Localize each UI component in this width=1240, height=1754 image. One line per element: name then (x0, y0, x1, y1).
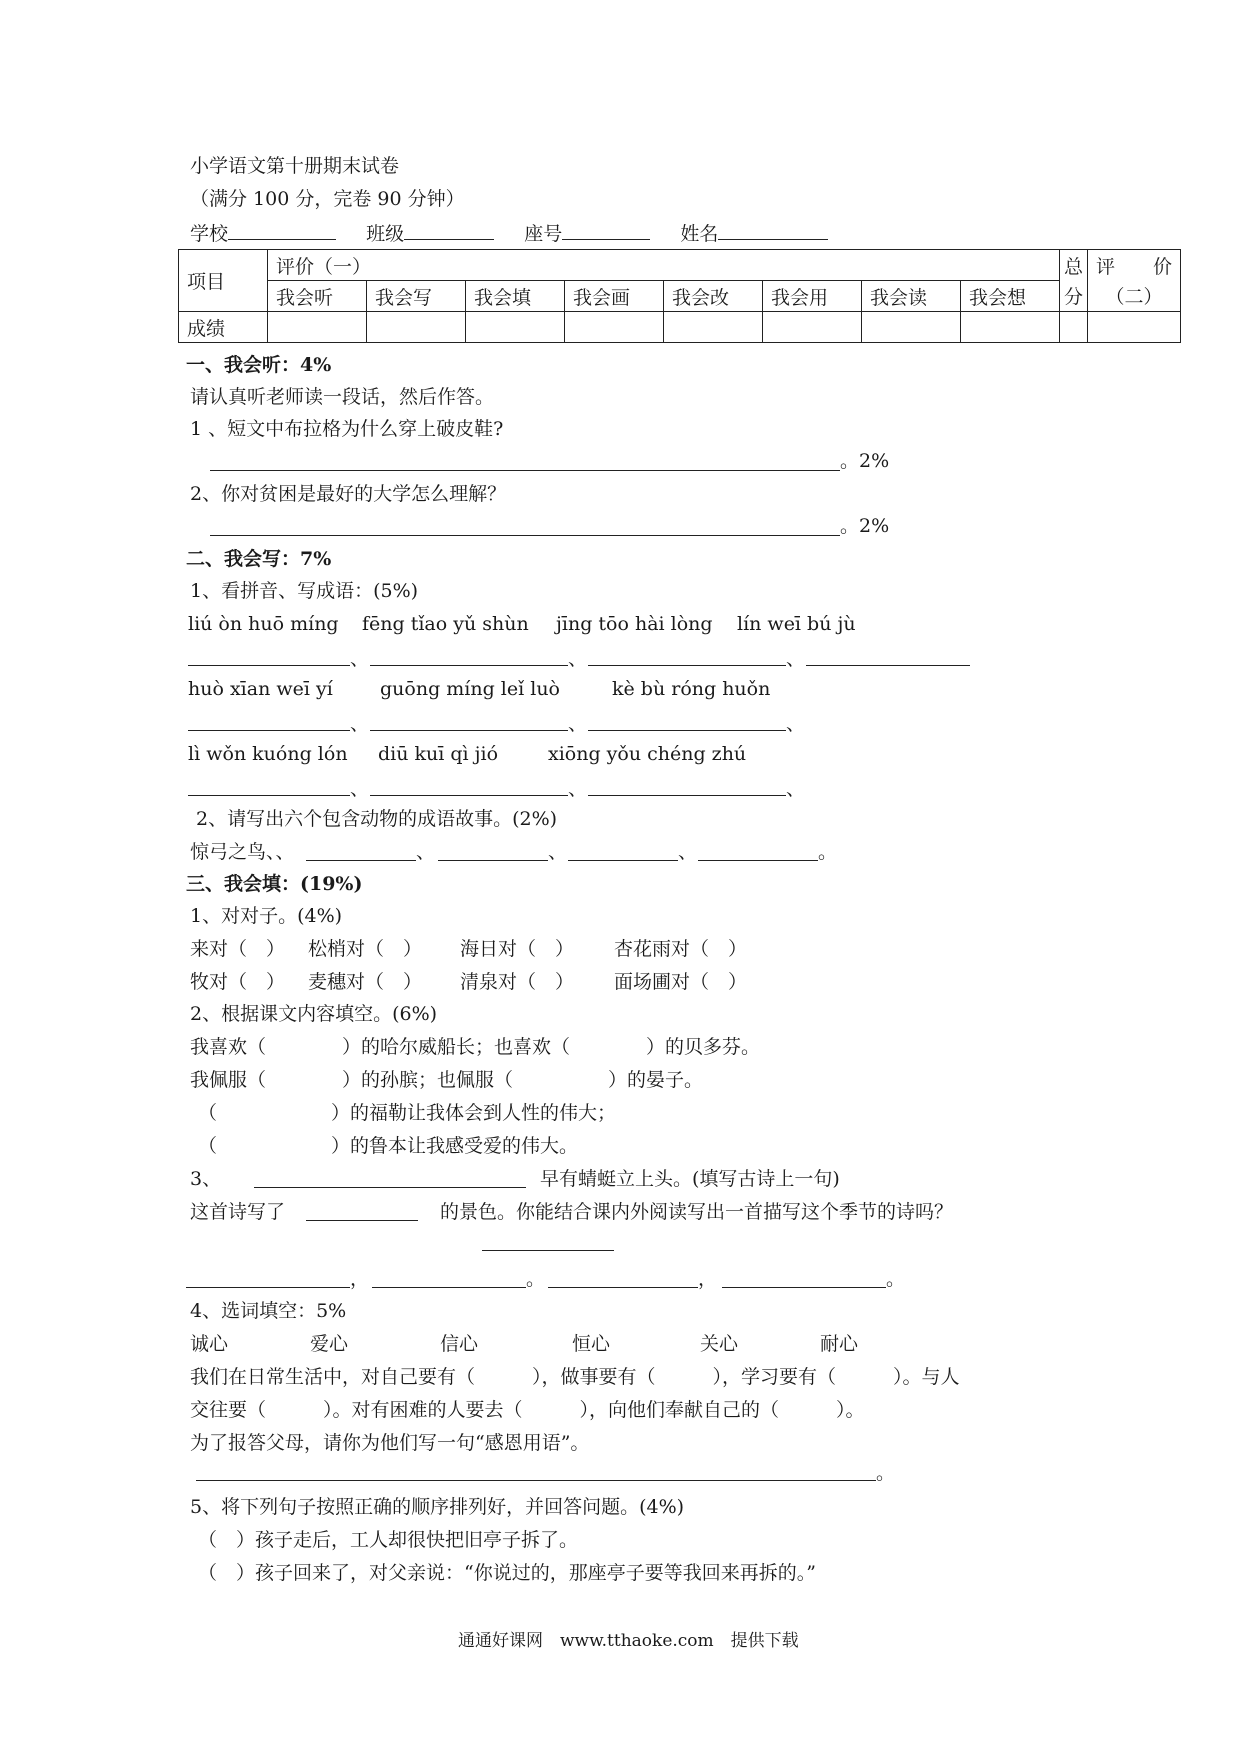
score-label: 成绩 (179, 312, 268, 343)
punctuation: 。 (526, 1268, 546, 1290)
answer-line[interactable] (210, 535, 840, 536)
name-field[interactable] (718, 219, 828, 240)
section3-q2: 2、根据课文内容填空。(6%) (190, 1003, 438, 1025)
category-cell: 我会改 (664, 281, 763, 312)
answer-line[interactable] (568, 860, 678, 861)
q4-line: 为了报答父母，请你为他们写一句“感恩用语”。 (190, 1432, 590, 1454)
section1-intro: 请认真听老师读一段话，然后作答。 (190, 386, 495, 408)
separator: 、 (568, 778, 588, 800)
q4-line: 我们在日常生活中，对自己要有（ ），做事要有（ ），学习要有（ ）。与人 (190, 1366, 960, 1388)
section3-q3-num: 3、 (190, 1168, 222, 1190)
separator: 、 (786, 648, 806, 670)
word-choice: 信心 (440, 1333, 479, 1355)
answer-line[interactable] (806, 665, 970, 666)
separator: 、 (568, 713, 588, 735)
section2-heading: 二、我会写：7% (186, 548, 332, 570)
answer-line[interactable] (196, 1480, 876, 1481)
word-choice: 耐心 (820, 1333, 859, 1355)
section3-heading: 三、我会填：(19%) (186, 873, 363, 895)
separator: 、 (568, 648, 588, 670)
item-header: 项目 (179, 250, 268, 312)
pinyin-item: liú òn huō míng (188, 613, 339, 635)
answer-line[interactable] (588, 665, 786, 666)
pinyin-item: kè bù róng huǒn (612, 678, 771, 700)
section3-q5: 5、将下列句子按照正确的顺序排列好，并回答问题。(4%) (190, 1496, 685, 1518)
eval2-header-top: 评 价 (1088, 250, 1181, 281)
couplet-item: 松梢对（ ） (308, 938, 423, 960)
separator: 、 (350, 778, 370, 800)
couplet-item: 杏花雨对（ ） (614, 938, 748, 960)
answer-line[interactable] (254, 1187, 526, 1188)
punctuation: ， (698, 1268, 718, 1290)
pinyin-item: huò xīan weī yí (188, 678, 333, 700)
pinyin-item: xiōng yǒu chéng zhú (548, 743, 747, 765)
pinyin-item: lín weī bú jù (737, 613, 856, 635)
eval2-header-bottom: （二） (1088, 281, 1181, 312)
answer-line[interactable] (306, 1220, 418, 1221)
separator: 、 (350, 648, 370, 670)
answer-line[interactable] (548, 1287, 698, 1288)
separator: 、 (548, 841, 568, 863)
school-label: 学校 (190, 223, 229, 245)
order-line: （ ）孩子走后，工人却很快把旧亭子拆了。 (198, 1529, 579, 1551)
section1-heading: 一、我会听：4% (186, 354, 332, 376)
pinyin-item: guōng míng leǐ luò (380, 678, 560, 700)
category-cell: 我会读 (862, 281, 961, 312)
score-cell[interactable] (763, 312, 862, 343)
eval2-score-cell[interactable] (1088, 312, 1181, 343)
punctuation: 。 (886, 1268, 906, 1290)
word-choice: 恒心 (572, 1333, 611, 1355)
section2-q2-end: 。 (818, 841, 838, 863)
seat-label: 座号 (524, 223, 563, 245)
answer-line[interactable] (698, 860, 818, 861)
section2-q2: 2、请写出六个包含动物的成语故事。(2%) (196, 808, 558, 830)
footer-text: 通通好课网 www.tthaoke.com 提供下载 (458, 1631, 799, 1651)
answer-line[interactable] (372, 1287, 526, 1288)
couplet-item: 海日对（ ） (460, 938, 575, 960)
category-cell: 我会用 (763, 281, 862, 312)
score-cell[interactable] (466, 312, 565, 343)
student-info-row (190, 219, 828, 247)
category-cell: 我会想 (961, 281, 1060, 312)
answer-line[interactable] (438, 860, 548, 861)
punctuation: ， (350, 1268, 370, 1290)
separator: 、 (786, 778, 806, 800)
score-cell[interactable] (268, 312, 367, 343)
section3-q3-line2b: 的景色。你能结合课内外阅读写出一首描写这个季节的诗吗？ (440, 1201, 954, 1223)
answer-line[interactable] (186, 1287, 350, 1288)
pinyin-item: fēng tǐao yǔ shùn (362, 613, 529, 635)
category-cell: 我会填 (466, 281, 565, 312)
section2-q2-start: 惊弓之鸟、、 (190, 841, 295, 863)
name-label: 姓名 (680, 223, 719, 245)
total-header-top: 总 (1060, 250, 1088, 281)
section1-q2-score: 。2% (840, 515, 890, 537)
total-header-bottom: 分 (1060, 281, 1088, 312)
answer-line[interactable] (370, 730, 568, 731)
score-cell[interactable] (565, 312, 664, 343)
separator: 、 (416, 841, 436, 863)
score-cell[interactable] (664, 312, 763, 343)
fill-line: （ ）的鲁本让我感受爱的伟大。 (198, 1135, 579, 1157)
q4-line: 交往要（ ）。对有困难的人要去（ ），向他们奉献自己的（ ）。 (190, 1399, 865, 1421)
class-field[interactable] (404, 219, 494, 240)
punctuation: 。 (876, 1462, 896, 1484)
answer-line[interactable] (210, 470, 840, 471)
fill-line: 我佩服（ ）的孙膑；也佩服（ ）的晏子。 (190, 1069, 704, 1091)
score-table (178, 249, 1181, 343)
exam-subtitle: （满分 100 分，完卷 90 分钟） (190, 188, 465, 210)
answer-line[interactable] (188, 665, 350, 666)
table-score-row (179, 312, 1181, 343)
section1-q1: 1 、短文中布拉格为什么穿上破皮鞋? (190, 418, 504, 440)
total-score-cell[interactable] (1060, 312, 1088, 343)
section1-q2: 2、你对贫困是最好的大学怎么理解？ (190, 483, 507, 505)
score-cell[interactable] (862, 312, 961, 343)
couplet-item: 麦穗对（ ） (308, 971, 423, 993)
fill-line: 我喜欢（ ）的哈尔威船长；也喜欢（ ）的贝多芬。 (190, 1036, 761, 1058)
answer-line[interactable] (588, 730, 786, 731)
word-choice: 诚心 (190, 1333, 229, 1355)
answer-line[interactable] (306, 860, 416, 861)
category-cell: 我会写 (367, 281, 466, 312)
couplet-item: 面场圃对（ ） (614, 971, 748, 993)
section2-q1: 1、看拼音、写成语：(5%) (190, 580, 419, 602)
section3-q3-text: 早有蜻蜓立上头。(填写古诗上一句) (540, 1168, 840, 1190)
school-field[interactable] (228, 219, 336, 240)
section3-q1: 1、对对子。(4%) (190, 905, 343, 927)
answer-line[interactable] (370, 665, 568, 666)
couplet-item: 来对（ ） (190, 938, 286, 960)
order-line: （ ）孩子回来了，对父亲说：“你说过的，那座亭子要等我回来再拆的。” (198, 1562, 816, 1584)
answer-line[interactable] (588, 795, 786, 796)
separator: 、 (786, 713, 806, 735)
section3-q4: 4、选词填空：5% (190, 1300, 347, 1322)
pinyin-item: jīng tōo hài lòng (556, 613, 713, 635)
pinyin-item: diū kuī qì jió (378, 743, 499, 765)
word-choice: 爱心 (310, 1333, 349, 1355)
fill-line: （ ）的福勒让我体会到人性的伟大； (198, 1102, 617, 1124)
answer-line[interactable] (482, 1250, 614, 1251)
word-choice: 关心 (700, 1333, 739, 1355)
separator: 、 (350, 713, 370, 735)
section1-q1-score: 。2% (840, 450, 890, 472)
couplet-item: 牧对（ ） (190, 971, 286, 993)
category-cell: 我会听 (268, 281, 367, 312)
pinyin-item: lì wǒn kuóng lón (188, 743, 348, 765)
score-cell[interactable] (961, 312, 1060, 343)
exam-title: 小学语文第十册期末试卷 (190, 155, 400, 177)
answer-line[interactable] (722, 1287, 886, 1288)
answer-line[interactable] (188, 730, 350, 731)
score-cell[interactable] (367, 312, 466, 343)
section3-q3-line2a: 这首诗写了 (190, 1201, 286, 1223)
couplet-item: 清泉对（ ） (460, 971, 575, 993)
answer-line[interactable] (188, 795, 350, 796)
table-header-row (179, 250, 1181, 281)
answer-line[interactable] (370, 795, 568, 796)
separator: 、 (678, 841, 698, 863)
class-label: 班级 (366, 223, 405, 245)
category-cell: 我会画 (565, 281, 664, 312)
seat-field[interactable] (562, 219, 650, 240)
eval1-header: 评价（一） (268, 250, 1060, 281)
table-category-row (179, 281, 1181, 312)
